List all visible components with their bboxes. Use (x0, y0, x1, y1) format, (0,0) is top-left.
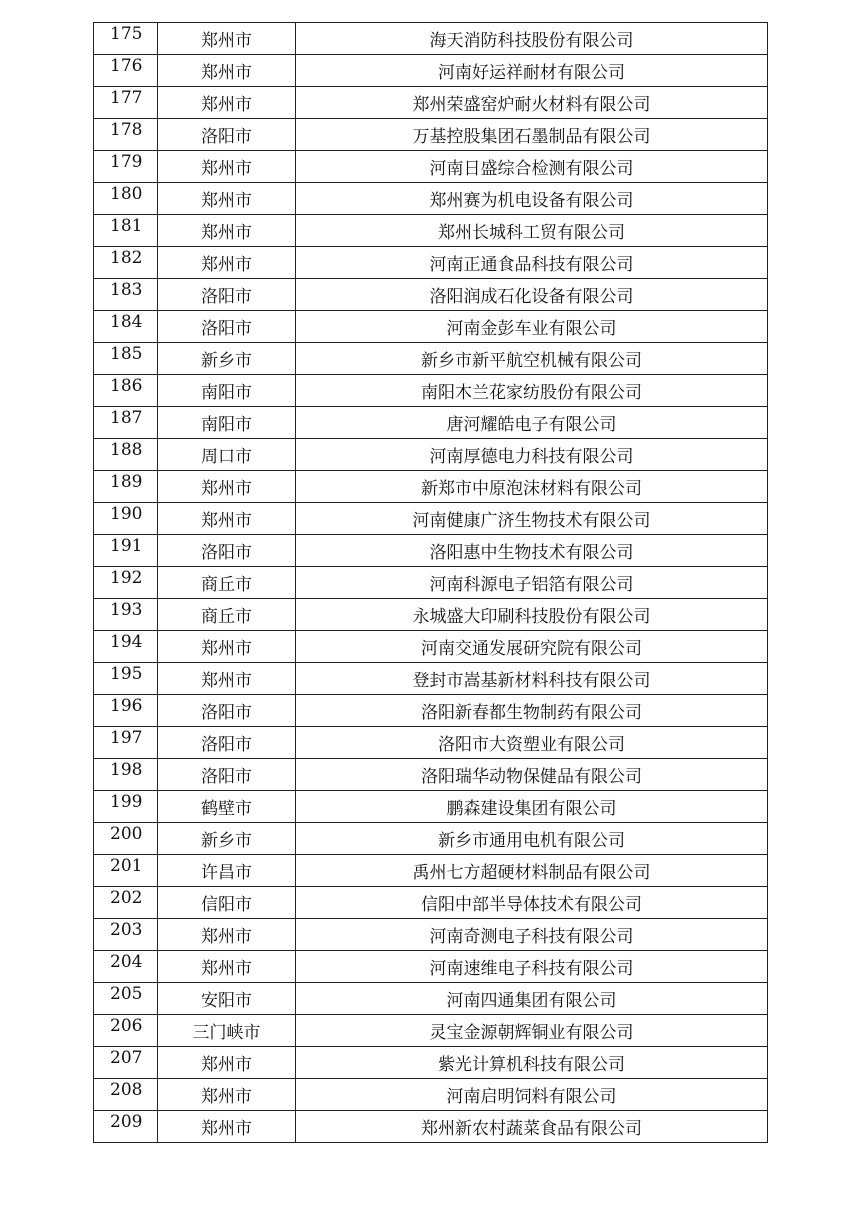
table-row (94, 951, 768, 983)
row-number: 185 (94, 343, 158, 375)
city-cell: 洛阳市 (158, 119, 296, 151)
city-cell: 三门峡市 (158, 1015, 296, 1047)
row-number: 187 (94, 407, 158, 439)
company-name-cell: 河南四通集团有限公司 (296, 983, 768, 1015)
row-number: 184 (94, 311, 158, 343)
table-row (94, 695, 768, 727)
row-number: 194 (94, 631, 158, 663)
row-number: 190 (94, 503, 158, 535)
city-cell: 郑州市 (158, 1047, 296, 1079)
city-cell: 郑州市 (158, 23, 296, 55)
city-cell: 郑州市 (158, 151, 296, 183)
row-number: 191 (94, 535, 158, 567)
row-number: 179 (94, 151, 158, 183)
city-cell: 洛阳市 (158, 695, 296, 727)
row-number: 200 (94, 823, 158, 855)
table-row (94, 503, 768, 535)
company-name-cell: 河南健康广济生物技术有限公司 (296, 503, 768, 535)
city-cell: 洛阳市 (158, 311, 296, 343)
table-row (94, 471, 768, 503)
table-row (94, 535, 768, 567)
row-number: 209 (94, 1111, 158, 1143)
city-cell: 郑州市 (158, 951, 296, 983)
company-name-cell: 郑州新农村蔬菜食品有限公司 (296, 1111, 768, 1143)
city-cell: 郑州市 (158, 919, 296, 951)
city-cell: 鹤壁市 (158, 791, 296, 823)
table-row (94, 663, 768, 695)
company-name-cell: 南阳木兰花家纺股份有限公司 (296, 375, 768, 407)
row-number: 207 (94, 1047, 158, 1079)
table-row (94, 887, 768, 919)
row-number: 177 (94, 87, 158, 119)
row-number: 193 (94, 599, 158, 631)
city-cell: 郑州市 (158, 631, 296, 663)
row-number: 175 (94, 23, 158, 55)
table-row (94, 247, 768, 279)
company-name-cell: 河南启明饲料有限公司 (296, 1079, 768, 1111)
table-row (94, 375, 768, 407)
city-cell: 郑州市 (158, 247, 296, 279)
company-name-cell: 洛阳惠中生物技术有限公司 (296, 535, 768, 567)
row-number: 195 (94, 663, 158, 695)
company-name-cell: 新乡市通用电机有限公司 (296, 823, 768, 855)
table-row (94, 119, 768, 151)
row-number: 181 (94, 215, 158, 247)
company-name-cell: 洛阳润成石化设备有限公司 (296, 279, 768, 311)
row-number: 197 (94, 727, 158, 759)
company-name-cell: 河南奇测电子科技有限公司 (296, 919, 768, 951)
company-name-cell: 万基控股集团石墨制品有限公司 (296, 119, 768, 151)
company-name-cell: 河南厚德电力科技有限公司 (296, 439, 768, 471)
city-cell: 南阳市 (158, 375, 296, 407)
table-row (94, 439, 768, 471)
row-number: 202 (94, 887, 158, 919)
city-cell: 信阳市 (158, 887, 296, 919)
table-row (94, 407, 768, 439)
table-row (94, 1111, 768, 1143)
city-cell: 洛阳市 (158, 759, 296, 791)
company-name-cell: 郑州赛为机电设备有限公司 (296, 183, 768, 215)
table-row (94, 215, 768, 247)
company-name-cell: 唐河耀皓电子有限公司 (296, 407, 768, 439)
row-number: 180 (94, 183, 158, 215)
city-cell: 郑州市 (158, 55, 296, 87)
table-row (94, 823, 768, 855)
company-name-cell: 河南日盛综合检测有限公司 (296, 151, 768, 183)
row-number: 188 (94, 439, 158, 471)
company-name-cell: 新郑市中原泡沫材料有限公司 (296, 471, 768, 503)
row-number: 204 (94, 951, 158, 983)
company-name-cell: 洛阳新春都生物制药有限公司 (296, 695, 768, 727)
city-cell: 洛阳市 (158, 279, 296, 311)
company-name-cell: 信阳中部半导体技术有限公司 (296, 887, 768, 919)
city-cell: 周口市 (158, 439, 296, 471)
table-row (94, 1015, 768, 1047)
company-list-table (93, 22, 768, 1143)
company-name-cell: 河南金彭车业有限公司 (296, 311, 768, 343)
row-number: 205 (94, 983, 158, 1015)
table-row (94, 151, 768, 183)
city-cell: 许昌市 (158, 855, 296, 887)
city-cell: 商丘市 (158, 567, 296, 599)
table-row (94, 183, 768, 215)
company-name-cell: 禹州七方超硬材料制品有限公司 (296, 855, 768, 887)
table-row (94, 343, 768, 375)
table-row (94, 1079, 768, 1111)
company-name-cell: 紫光计算机科技有限公司 (296, 1047, 768, 1079)
company-name-cell: 河南科源电子铝箔有限公司 (296, 567, 768, 599)
row-number: 198 (94, 759, 158, 791)
city-cell: 郑州市 (158, 183, 296, 215)
row-number: 206 (94, 1015, 158, 1047)
city-cell: 郑州市 (158, 1079, 296, 1111)
company-name-cell: 河南正通食品科技有限公司 (296, 247, 768, 279)
city-cell: 郑州市 (158, 87, 296, 119)
company-name-cell: 新乡市新平航空机械有限公司 (296, 343, 768, 375)
company-name-cell: 鹏森建设集团有限公司 (296, 791, 768, 823)
table-row (94, 55, 768, 87)
row-number: 201 (94, 855, 158, 887)
table-row (94, 919, 768, 951)
table-row (94, 23, 768, 55)
company-name-cell: 河南速维电子科技有限公司 (296, 951, 768, 983)
company-name-cell: 洛阳瑞华动物保健品有限公司 (296, 759, 768, 791)
table-row (94, 791, 768, 823)
row-number: 176 (94, 55, 158, 87)
city-cell: 郑州市 (158, 663, 296, 695)
row-number: 186 (94, 375, 158, 407)
row-number: 199 (94, 791, 158, 823)
table-row (94, 727, 768, 759)
row-number: 189 (94, 471, 158, 503)
table-row (94, 631, 768, 663)
city-cell: 郑州市 (158, 1111, 296, 1143)
company-name-cell: 郑州长城科工贸有限公司 (296, 215, 768, 247)
company-list-body (94, 23, 768, 1143)
company-name-cell: 河南好运祥耐材有限公司 (296, 55, 768, 87)
city-cell: 新乡市 (158, 823, 296, 855)
city-cell: 新乡市 (158, 343, 296, 375)
table-row (94, 855, 768, 887)
row-number: 178 (94, 119, 158, 151)
city-cell: 洛阳市 (158, 727, 296, 759)
company-name-cell: 河南交通发展研究院有限公司 (296, 631, 768, 663)
company-name-cell: 灵宝金源朝辉铜业有限公司 (296, 1015, 768, 1047)
table-row (94, 279, 768, 311)
city-cell: 郑州市 (158, 471, 296, 503)
city-cell: 郑州市 (158, 215, 296, 247)
company-name-cell: 永城盛大印刷科技股份有限公司 (296, 599, 768, 631)
company-name-cell: 郑州荣盛窑炉耐火材料有限公司 (296, 87, 768, 119)
row-number: 203 (94, 919, 158, 951)
table-row (94, 983, 768, 1015)
city-cell: 安阳市 (158, 983, 296, 1015)
row-number: 182 (94, 247, 158, 279)
row-number: 208 (94, 1079, 158, 1111)
city-cell: 商丘市 (158, 599, 296, 631)
table-row (94, 759, 768, 791)
company-name-cell: 海天消防科技股份有限公司 (296, 23, 768, 55)
city-cell: 南阳市 (158, 407, 296, 439)
table-row (94, 87, 768, 119)
company-name-cell: 登封市嵩基新材料科技有限公司 (296, 663, 768, 695)
row-number: 183 (94, 279, 158, 311)
table-row (94, 599, 768, 631)
row-number: 196 (94, 695, 158, 727)
company-name-cell: 洛阳市大资塑业有限公司 (296, 727, 768, 759)
city-cell: 郑州市 (158, 503, 296, 535)
table-row (94, 1047, 768, 1079)
table-row (94, 311, 768, 343)
city-cell: 洛阳市 (158, 535, 296, 567)
row-number: 192 (94, 567, 158, 599)
table-row (94, 567, 768, 599)
